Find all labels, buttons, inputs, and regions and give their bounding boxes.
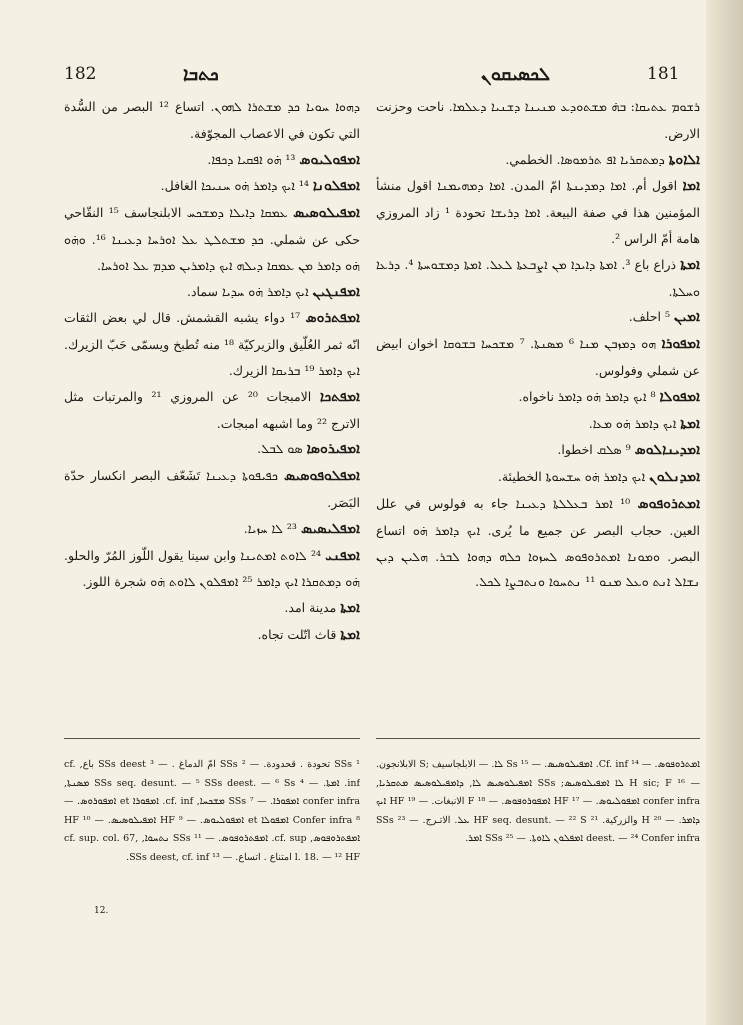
lexicon-entry [64, 94, 360, 147]
entry-text: قاث اتّلت تجاه. [257, 626, 337, 642]
lexicon-entry [64, 463, 360, 516]
entry-text: ⁵ احلف. [628, 309, 670, 325]
printer-signature: 12. [94, 906, 109, 916]
right-running-head: ܠܟܣܝܩܘܢ [481, 64, 551, 85]
lexicon-entry [376, 384, 700, 411]
entry-headword: ܐܡܬܐ [340, 600, 360, 617]
entry-text: ¹⁷ دواء يشبه القشمش. قال لي بعض الثقات انّه ثمر العُلّيق والزيركيّة ¹⁸ منه تُطبخ ويسمّى حَبّ الزيرك. ܐܝܟ ܕܐܡܪ ¹⁹ ܒܪܝܩܐ الزيرك. [64, 310, 360, 378]
entry-text: ܕܡܬܩܪܝܐ ܐܦ ܬܪܡܘܣܐ. الخطمي. [505, 151, 665, 167]
lexicon-entry [376, 147, 700, 174]
left-running-head: ܟܬܒܐ [183, 64, 219, 85]
entry-text: الامبجات ²⁰ عن المروزي ²¹ والمرتبات مثل الاترج ²² وما اشبهه امبجات. [64, 388, 360, 431]
entry-text: مدينة امد. [284, 600, 337, 616]
entry-headword: ܐܡܦܝܪܘܣܐ [306, 441, 360, 458]
entry-text: ²⁴ ܠܐܘܬ ܐܡܬܝܢܐ وابن سينا يقول اللّوز المُرّ والحلو. ܗ̇ܘ ܕܡܬܩܪܐ ܐܝܟ ܕܐܡܪ ²⁵ ܐܡܦܠܘܢ ܠܐܘܬ ܗ̇ܘ شجرة اللوز. [64, 547, 360, 590]
entry-headword: ܐܡܦܬܟܐ [319, 388, 360, 405]
lexicon-entry [376, 437, 700, 464]
left-column-text [64, 94, 360, 724]
footnote-divider-left [64, 738, 360, 739]
entry-text: ²³ ܠܐ ܚܙܝܐ. [243, 520, 297, 536]
entry-headword: ܐܡܦܘܠܝܘܣ [299, 151, 360, 168]
entry-text: ¹⁴ ܐܝܟ ܕܐܡܪ ܗ̇ܘ ܚܢܝܟܐ الغافل. [160, 178, 309, 194]
entry-headword: ܐܡܦܢܓܝܢ [312, 283, 360, 300]
left-footnotes [64, 756, 360, 896]
entry-headword: ܐܡܦܘܪܐ [661, 336, 700, 353]
lexicon-entry [376, 331, 700, 384]
right-column-text [376, 94, 700, 724]
entry-headword: ܐܡܬܐ [680, 415, 700, 432]
entry-headword: ܐܡܦܠܘܦܘܣܝܣ [283, 468, 360, 485]
entry-text: اقول أم. ܐܡܐ ܕܡܕܝܢܬܐ امّ المدن. ܐܡܐ ܕܡܗܝܡܢܐ اقول منشأ المؤمنين هذا في صفة البيعة. ܐܡܐ ܕܪܝܫܐ تحودة ¹ زاد المروزي هامة أمّ الراس ². [376, 178, 700, 246]
entry-text: ⁸ ܐܝܟ ܕܐܡܪ ܗ̇ܘ ܕܐܡܪ ناخواه. [518, 388, 656, 404]
entry-text: ¹³ ܗ̇ܘ ܐܦܩܝܐ ܕܟܦܐ. [207, 151, 296, 167]
lexicon-entry [376, 411, 700, 438]
entry-headword: ܐܡܦܘܠܐ [659, 388, 700, 405]
lexicon-entry [64, 305, 360, 383]
lexicon-entry [64, 384, 360, 437]
footnote-text: ܐܡܬܪܘܦܘܣ. — ¹⁴ Cf. inf. ܐܡܦܝܠܘܣܝܣ. — ¹⁵ Ss ܠܐ. — الابلجاسيف ;S الابلانجون. — ¹⁶ H sic; F ܠܐ ܐܡܦܝܠܘܣܝܣ; SSs ܐܡܦܝܠܘܣܝܣ ܠܐ, ܕܐܡܦܝܠܘܣܝܣ ܡܬܩܪܝܐ, confer infra ܐܡܦܘܠܝܘܣ. — ¹⁷ HF ܐܡܦܘܪܘܦܘܣ. — ¹⁸ F الانبغات. — ¹⁹ HF ܐܝܟ ܕܐܡܪ. — ²⁰ H والزركية. ²¹ HF seq. desunt. — ²² S ܥܠ. الاتـرج. — ²³ SSs deest. — ²⁴ Confer infra ܐܡܦܠܘܢ ܠܐܘܬܐ. — ²⁵ SSs ܐܡܪ. [376, 759, 700, 845]
lexicon-entry [64, 147, 360, 174]
entry-text: ¹⁰ ܐܡܪ ܒܥܠܠܬܐ ܕܥܝܢܐ جاء به فولوس في علل العين. حجاب البصر عن جميع ما يُرى. ܐܝܟ ܕܐܡܪ ܗ̇ܘ اتساع البصر. ܘܡܘܢܐ ܐܡܬܪܘܦܘܣ ܠܚܙܘܐ ܟܠܗ ܕܗܘܐ ܠܒܪ. ܗܠܝܢ ܕܝܢ ܢܫܐܠ ܐܢܬ ܘܥܠ ܡܢܘ ¹¹ ܢܬܚܘܐ ܘܢܬܒܨܐ ܠܟܠ. [376, 495, 700, 590]
lexicon-entry [64, 622, 360, 649]
page-gutter-shadow [706, 0, 743, 1025]
entry-text: ⁹ ܣܠܩ اخطوا. [557, 442, 631, 458]
lexicon-entry [376, 252, 700, 305]
entry-text: ܐܝܟ ܕܐܡܪ ܗ̇ܘ ܚܕܝܐ سماد. [186, 283, 309, 299]
footnote-text: ¹ SSs تحودة . قحدودة. — ² SSs امّ الدماغ . — ³ SSs deest باع, cf. inf. ܐܡܬܐ. — ⁴ SSs seq. desunt. — ⁵ SSs deest. — ⁶ Ss ܡܣܢܬܐ, confer infra ܐܡܦܘܪܐ. — ⁷ SSs ܡܫܟܚܐ, cf. inf. ܐܡܦܘܪܐ et ܐܡܦܘܪܘܣ. — ⁸ Confer infra ܐܡܦܘܠܐ et ܐܡܦܘܠܝܘܣ. — ⁹ HF ܐܡܦܝܠܘܣܝܣ. — ¹⁰ HF ܐܡܦܬܪܘܦܘܣ, cf. sup. ܐܡܦܬܪܘܦܘܣ. — ¹¹ SSs ܢܬܚܘܐ, cf. sup. col. 67, l. 18. — ¹² HF امتناع . اتساع. — ¹³ SSs deest, cf. inf. [64, 759, 360, 863]
entry-headword: ܐܠܐܘܬܐ [668, 151, 700, 168]
entry-headword: ܐܡܦܠܝܣܝܣ [300, 520, 360, 537]
lexicon-entry [64, 436, 360, 463]
lexicon-entry [376, 173, 700, 251]
entry-text: ܪܫܘܡ ܥܬܝܩܐ: ܒܗ̇ ܡܫܬܘܕܥ ܡܢܝܢܐ ܕܫܢܝܐ ܕܥܠܡܐ. ناحت وحزنت الارض. [376, 99, 700, 141]
entry-text: ܥܡܩܐ ܕܐܝܠܐ ܕܡܫܟܚ الابلنجاسف ¹⁵ النقّاحي حكى عن شملي. ܟܕ ܡܫܬܠܛ ܥܠ ܐܘܪܚܐ ܕܥܝܢܐ ¹⁶. ܘܗ̇ܘ ܗ̇ܘ ܕܐܡܪ ܡܢ ܥܡܩܐ ܕܝܠܗ ܐܝܟ ܕܐܡܪܝܢ ܡܕܡ ܥܠ ܐܘܪܚܐ. [64, 205, 360, 273]
lexicon-entry [64, 543, 360, 596]
entry-text: ܕܗܘܐ ܚܘܝܐ ܟܕ ܡܫܬܪܐ ܠܗܘܢ. اتساع ¹² البصر من السُّدة التي تكون في الاعصاب المجوّفة. [64, 99, 360, 141]
entry-headword: ܐܡܦܬܪܘܣ [305, 310, 360, 327]
entry-headword: ܐܡܝܢ [673, 309, 700, 326]
lexicon-entry [376, 94, 700, 147]
entry-text: ܟܦܝܦܘܬܐ ܕܥܝܢܐ تَشَعّف البصر انكسار حدّة البَصَر. [64, 468, 360, 510]
entry-text: ܗܘ ܕܡܙܒܢ ܡܢܐ ⁶ ܡܣܢܬܐ. ⁷ ܡܫܟܚܐ ܒܫܘܩܐ اخوان ابيض عن شملي وفولوس. [376, 336, 700, 378]
entry-text: ܣܘ ܠܒܠ. [257, 441, 303, 457]
lexicon-entry [376, 491, 700, 595]
entry-text: ܐܝܟ ܕܐܡܪ ܗ̇ܘ ܡܥܐ. [588, 415, 677, 431]
entry-text: ܐܝܟ ܕܐܡܪ ܗ̇ܘ ܚܫܚܘܬܐ الخطيئة. [497, 469, 646, 485]
lexicon-entry [64, 200, 360, 278]
lexicon-entry [376, 304, 700, 331]
entry-headword: ܐܡܐ [682, 178, 700, 195]
entry-headword: ܐܡܕܢܠܘܢ [649, 469, 700, 486]
lexicon-entry [376, 464, 700, 491]
entry-headword: ܐܡܕܝܢܐܠܘܣ [634, 442, 700, 459]
entry-headword: ܐܡܦܢܝ [325, 547, 360, 564]
left-page-number: 182 [64, 64, 97, 84]
entry-headword: ܐܡܬܪܘܦܘܣ [637, 495, 700, 512]
lexicon-entry [64, 516, 360, 543]
entry-headword: ܐܡܬܐ [680, 256, 700, 273]
lexicon-entry [64, 595, 360, 622]
lexicon-entry [64, 279, 360, 306]
entry-text: ذراع باع ³. ܐܡܬܐ ܕܐܝܕܐ ܡܢ ܐܨܒܥܬܐ ܠܥܠ. ܐܡܬܐ ܕܡܫܘܚܬܐ ⁴. ܕܪܥܐ ܘܚܠܬܐ. [376, 256, 700, 299]
lexicon-entry [64, 173, 360, 200]
footnote-divider-right [376, 738, 700, 739]
right-page-number: 181 [647, 64, 680, 84]
entry-headword: ܐܡܦܝܠܘܣܝܣ [293, 205, 360, 222]
entry-headword: ܐܡܬܐ [340, 626, 360, 643]
entry-headword: ܐܡܦܠܘܢܐ [312, 178, 360, 195]
right-footnotes [376, 756, 700, 896]
